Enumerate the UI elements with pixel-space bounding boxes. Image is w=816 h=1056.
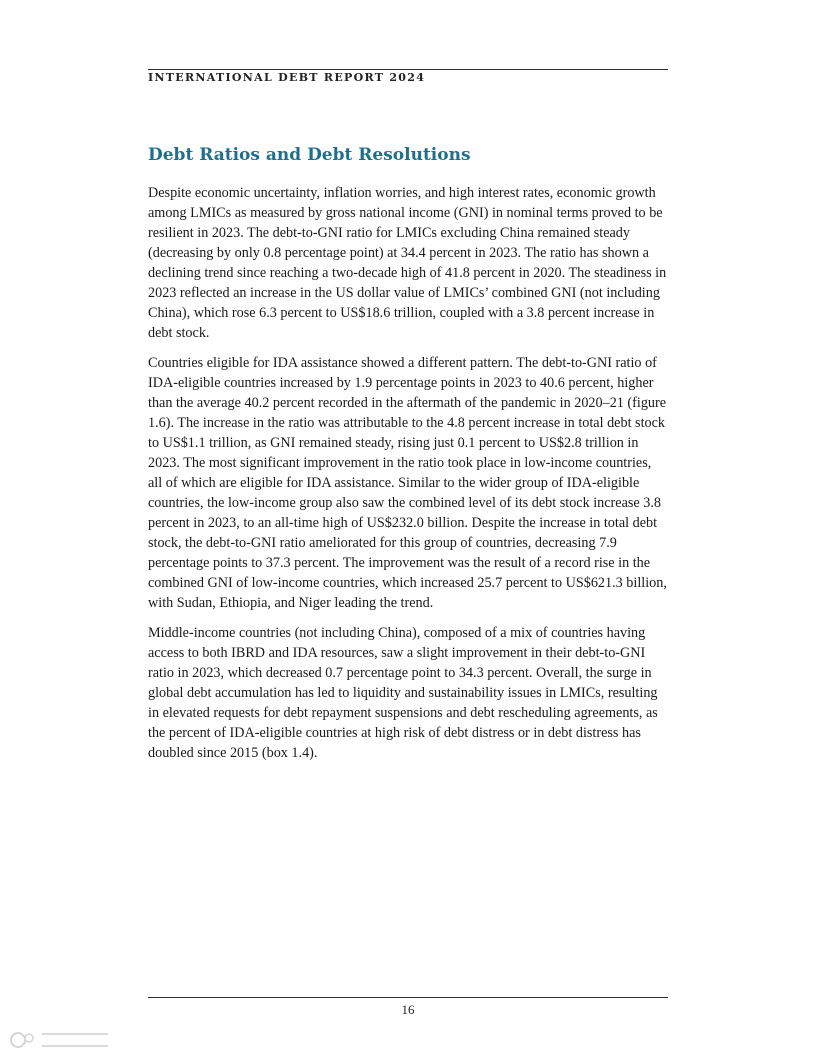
body-text <box>148 183 668 773</box>
watermark <box>8 1028 118 1052</box>
footer-rule <box>148 997 668 998</box>
watermark-mark <box>42 1033 108 1047</box>
paragraph: Middle-income countries (not including China), composed of a mix of countries having access to both IBRD and IDA resources, saw a slight improvement in their debt-to-GNI ratio in 2023, which decreased 0.7 percentage point to 34.3 percent. Overall, the surge in global debt accumulation has led to liquidity and sustainability issues in LMICs, resulting in elevated requests for debt repayment suspensions and debt rescheduling agreements, as the percent of IDA-eligible countries at high risk of debt distress or in debt distress has doubled since 2015 (box 1.4). <box>148 625 658 761</box>
header-rule <box>148 69 668 70</box>
running-head: INTERNATIONAL DEBT REPORT 2024 <box>148 71 426 84</box>
paragraph: Countries eligible for IDA assistance showed a different pattern. The debt-to-GNI ratio of IDA-eligible countries increased by 1.9 percentage points in 2023 to 40.6 percent, higher than the average 40.2 percent recorded in the aftermath of the pandemic in 2020–21 (figure 1.6). The increase in the ratio was attributable to the 4.8 percent increase in total debt stock to US$1.1 trillion, as GNI remained steady, rising just 0.1 percent to US$2.8 trillion in 2023. The most significant improvement in the ratio took place in low-income countries, all of which are eligible for IDA assistance. Similar to the wider group of IDA-eligible countries, the low-income group also saw the combined level of its debt stock increase 3.8 percent in 2023, to an all-time high of US$232.0 billion. Despite the increase in total debt stock, the debt-to-GNI ratio ameliorated for this group of countries, decreasing 7.9 percentage points to 37.3 percent. The improvement was the result of a record rise in the combined GNI of low-income countries, which increased 25.7 percent to US$621.3 billion, with Sudan, Ethiopia, and Niger leading the trend. <box>148 355 667 611</box>
paragraph: Despite economic uncertainty, inflation worries, and high interest rates, economic growth among LMICs as measured by gross national income (GNI) in nominal terms proved to be resilient in 2023. The debt-to-GNI ratio for LMICs excluding China remained steady (decreasing by only 0.8 percentage point) at 34.4 percent in 2023. The ratio has shown a declining trend since reaching a two-decade high of 41.8 percent in 2020. The steadiness in 2023 reflected an increase in the US dollar value of LMICs’ combined GNI (not including China), which rose 6.3 percent to US$18.6 trillion, coupled with a 3.8 percent increase in debt stock. <box>148 185 667 341</box>
watermark-logo-icon <box>8 1030 38 1050</box>
section-title: Debt Ratios and Debt Resolutions <box>148 145 471 165</box>
page-number: 16 <box>401 1002 415 1017</box>
